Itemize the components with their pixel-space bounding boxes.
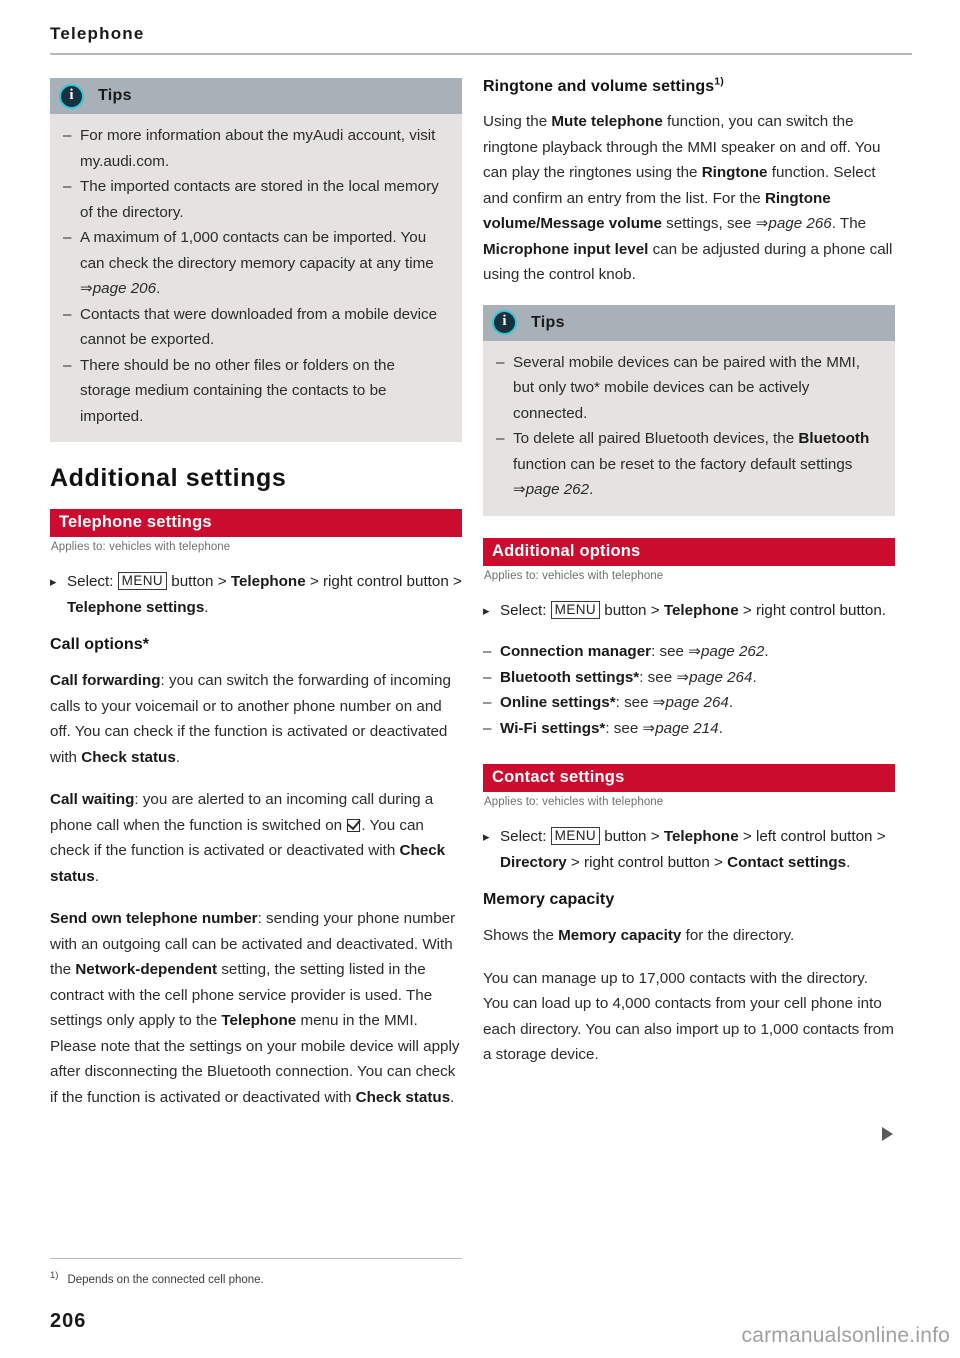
page-reference[interactable]: ⇒page 266 [755, 215, 832, 232]
paragraph-text: Shows the [483, 927, 559, 944]
paragraph-call-forwarding [50, 668, 462, 770]
term-ringtone: Ringtone [701, 164, 768, 181]
step-text: > right control button > [309, 573, 462, 590]
menu-item-telephone[interactable]: Telephone [663, 828, 739, 845]
menu-item-telephone-settings[interactable]: Telephone settings [67, 598, 205, 616]
running-head: Telephone [50, 24, 145, 43]
list-item [63, 353, 446, 430]
paragraph-text: setting, the setting listed in the contract with the cell phone service provider is used. The settings only apply to the [50, 961, 433, 1029]
footnote [50, 1272, 462, 1288]
term-bluetooth: Bluetooth [798, 430, 870, 447]
page-reference[interactable]: ⇒page 214 [642, 719, 719, 737]
list-period: . [728, 694, 734, 711]
list-period: . [718, 719, 723, 737]
page-reference[interactable]: ⇒page 206 [80, 280, 157, 297]
list-period: . [764, 643, 769, 660]
page-number: 206 [50, 1310, 87, 1332]
tips-box-title: Tips [98, 87, 132, 104]
list-item [483, 639, 895, 665]
tips-box-header [50, 78, 462, 114]
step-period: . [846, 853, 851, 871]
ref-arrow-icon: ⇒ [80, 280, 93, 297]
term-call-waiting: Call waiting [50, 791, 135, 808]
paragraph-text: can be adjusted during a phone call using the control knob. [483, 240, 893, 283]
paragraph-text: menu in the MMI. Please note that the settings on your mobile device will apply after disconnecting the Bluetooth connection. You can check if the function is activated or deactivated with [50, 1012, 460, 1106]
step-text: button > [604, 601, 660, 619]
paragraph-text: . The [831, 215, 867, 232]
step-period: . [881, 601, 887, 619]
section-bar-contact-settings: Contact settings [483, 764, 895, 792]
ref-arrow-icon: ⇒ [755, 215, 769, 232]
info-icon [59, 84, 84, 109]
tip-text: Contacts that were downloaded from a mobile device cannot be exported. [80, 305, 438, 348]
page-reference[interactable]: ⇒page 264 [676, 668, 753, 686]
menu-item-wifi-settings[interactable]: Wi-Fi settings* [500, 719, 606, 737]
paragraph-period: . [175, 748, 181, 766]
menu-item-contact-settings[interactable]: Contact settings [727, 853, 847, 871]
menu-item-telephone[interactable]: Telephone [230, 573, 306, 590]
paragraph-ringtone [483, 109, 895, 288]
paragraph-period: . [450, 1088, 455, 1106]
list-item [483, 665, 895, 691]
checkbox-checked-icon [347, 819, 360, 832]
paragraph-text: : you are alerted to an incoming call during a phone call when the function is switched on [50, 791, 434, 834]
right-column [483, 75, 895, 1085]
subheading-text: Ringtone and volume settings [483, 78, 715, 95]
list-item [483, 690, 895, 716]
step-text: > right control button [742, 601, 882, 619]
paragraph-text: function. Select and confirm an entry from the list. For the [483, 164, 876, 207]
footnote-divider [50, 1258, 462, 1259]
tip-text-tail: . [156, 280, 161, 297]
subheading-memory-capacity: Memory capacity [483, 891, 615, 908]
ref-arrow-icon: ⇒ [676, 668, 690, 686]
term-mute-telephone: Mute telephone [551, 113, 663, 130]
page-reference[interactable]: ⇒page 262 [688, 643, 765, 660]
term-memory-capacity: Memory capacity [558, 927, 682, 944]
list-text: : see [605, 719, 643, 737]
menu-hardkey-button[interactable]: MENU [118, 572, 167, 590]
info-icon-letter: i [502, 313, 507, 329]
tip-text: The imported contacts are stored in the local memory of the directory. [80, 178, 439, 221]
term-telephone: Telephone [221, 1012, 297, 1029]
watermark: carmanualsonline.info [741, 1324, 950, 1347]
paragraph-text: : you can switch the forwarding of incoming calls to your voicemail or to another phone number on and off. You can check if the function is activated or deactivated with [50, 672, 451, 766]
list-item [63, 123, 446, 174]
tip-text: Several mobile devices can be paired with the MMI, but only two* mobile devices can be actively connected. [513, 353, 860, 422]
paragraph-text: function, you can switch the ringtone playback through the MMI speaker on and off. You can play the ringtones using the [483, 113, 881, 181]
step-text: button > [604, 828, 660, 845]
subheading-ringtone-volume-settings [483, 75, 895, 96]
tips-list [63, 123, 446, 429]
tips-box-header [483, 305, 895, 341]
tips-list [496, 350, 879, 503]
tip-text: There should be no other files or folders on the storage medium containing the contacts to be imported. [80, 356, 395, 425]
paragraph-memory-capacity-1 [483, 923, 895, 949]
step-contact-settings [483, 824, 895, 875]
step-lead: Select: [500, 828, 547, 845]
tips-box-body [50, 114, 462, 442]
menu-hardkey-button[interactable]: MENU [551, 827, 600, 845]
ref-arrow-icon: ⇒ [652, 694, 666, 711]
paragraph-text: Using the [483, 113, 552, 130]
list-item [496, 426, 879, 503]
paragraph-memory-capacity-2: You can manage up to 17,000 contacts with the directory. You can load up to 4,000 contacts from your cell phone into each directory. You can also import up to 1,000 contacts from a storage device. [483, 969, 894, 1063]
tip-text: function can be reset to the factory default settings [513, 455, 853, 473]
info-icon [492, 310, 517, 335]
applies-to-note: Applies to: vehicles with telephone [484, 569, 664, 582]
menu-item-bluetooth-settings[interactable]: Bluetooth settings* [500, 668, 640, 686]
section-bar-telephone-settings: Telephone settings [50, 509, 462, 537]
page-title: Additional settings [50, 464, 287, 492]
tip-text: A maximum of 1,000 contacts can be imported. You can check the directory memory capacity at any time [80, 229, 434, 272]
step-period: . [204, 598, 209, 616]
list-text: : see [615, 694, 653, 711]
term-call-forwarding: Call forwarding [50, 672, 161, 689]
continuation-arrow-icon [882, 1127, 893, 1141]
menu-hardkey-button[interactable]: MENU [551, 601, 600, 619]
term-check-status: Check status [81, 748, 176, 766]
step-text: > right control button > [570, 853, 723, 871]
menu-item-telephone[interactable]: Telephone [663, 601, 739, 619]
step-text: > left control button > [742, 828, 886, 845]
paragraph-send-own-number [50, 906, 462, 1110]
ref-arrow-icon: ⇒ [688, 643, 701, 660]
step-lead: Select: [500, 601, 547, 619]
term-ringtone-message-volume: Ringtone volume/Message volume [483, 189, 831, 232]
tip-text: For more information about the myAudi account, visit my.audi.com. [80, 127, 436, 170]
paragraph-call-waiting [50, 787, 462, 889]
left-column [50, 78, 462, 1127]
tips-box-title: Tips [531, 313, 565, 331]
info-icon-letter: i [69, 86, 74, 103]
footnote-marker: 1) [50, 1270, 59, 1282]
ref-arrow-icon: ⇒ [513, 481, 526, 498]
footnote-text: Depends on the connected cell phone. [67, 1274, 264, 1286]
list-item [63, 302, 446, 353]
step-lead: Select: [67, 573, 114, 590]
tips-box-right [483, 305, 895, 516]
menu-item-directory[interactable]: Directory [500, 853, 567, 871]
term-check-status: Check status [355, 1088, 451, 1106]
list-item [63, 174, 446, 225]
term-network-dependent: Network-dependent [75, 961, 218, 978]
list-period: . [752, 668, 757, 686]
paragraph-text: for the directory. [681, 927, 795, 944]
term-check-status: Check status [50, 842, 446, 885]
applies-to-note: Applies to: vehicles with telephone [484, 796, 664, 808]
menu-item-connection-manager[interactable]: Connection manager [500, 643, 652, 660]
tip-text: To delete all paired Bluetooth devices, the [513, 430, 799, 447]
menu-item-online-settings[interactable]: Online settings* [500, 694, 616, 711]
additional-options-list [483, 639, 895, 741]
applies-to-note: Applies to: vehicles with telephone [51, 541, 231, 553]
footnote-marker: 1) [714, 75, 724, 88]
paragraph-text: settings, see [661, 215, 756, 232]
list-text: : see [639, 668, 677, 686]
subheading-call-options: Call options* [50, 636, 150, 653]
tips-box-left [50, 78, 462, 442]
step-additional-options [483, 598, 895, 624]
section-bar-additional-options: Additional options [483, 538, 895, 566]
tip-text-tail: . [589, 481, 594, 498]
step-telephone-settings [50, 569, 462, 620]
term-send-own-telephone-number: Send own telephone number [50, 910, 258, 927]
paragraph-text: . You can check if the function is activated or deactivated with [50, 816, 424, 859]
page-reference[interactable]: ⇒page 262 [513, 481, 590, 498]
paragraph-period: . [94, 867, 99, 885]
list-item [483, 716, 895, 742]
page-reference[interactable]: ⇒page 264 [652, 694, 729, 711]
tips-box-body [483, 341, 895, 516]
header-divider [50, 53, 912, 55]
term-microphone-input-level: Microphone input level [483, 240, 649, 258]
list-item [496, 350, 879, 427]
step-text: button > [171, 573, 227, 590]
list-item [63, 225, 446, 302]
ref-arrow-icon: ⇒ [642, 719, 656, 737]
list-text: : see [651, 643, 689, 660]
paragraph-text: : sending your phone number with an outgoing call can be activated and deactivated. With the [50, 910, 456, 978]
